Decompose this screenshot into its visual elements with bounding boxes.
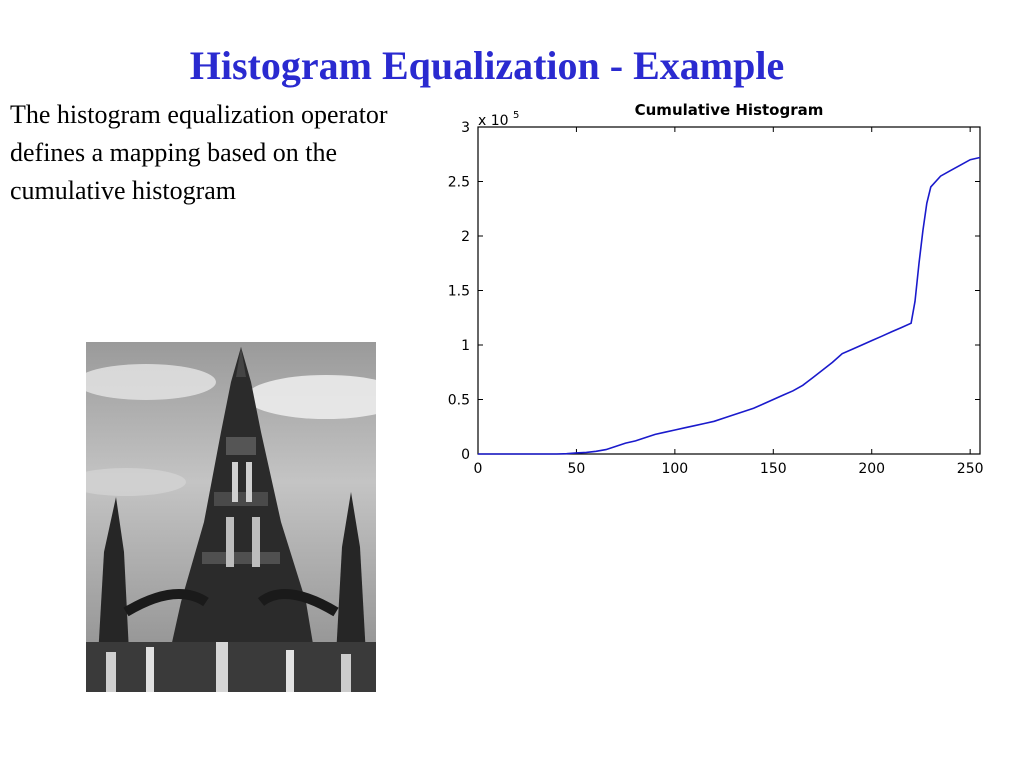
monument-photo [86,342,376,692]
y-axis-multiplier-exponent: 5 [513,110,520,121]
x-tick-label: 250 [956,461,984,477]
cumulative-histogram-chart [420,95,1000,490]
y-tick-label: 0.5 [447,392,470,409]
y-tick-label: 2.5 [447,174,470,191]
plot-frame [478,127,980,454]
y-axis [448,120,980,463]
series-layer [478,158,980,455]
x-tick-label: 150 [759,461,787,477]
y-tick-label: 0 [461,447,470,463]
y-axis-multiplier-base: x 10 [478,113,509,129]
cumulative-histogram-line [478,158,980,455]
x-tick-label: 100 [661,461,689,477]
y-tick-label: 1.5 [447,283,470,300]
x-tick-label: 50 [567,461,586,477]
x-tick-label: 0 [473,461,483,477]
y-axis-multiplier [478,110,519,129]
slide-title: Histogram Equalization - Example [189,43,785,88]
slide-body-text: The histogram equalization operator defines a mapping based on the cumulative histogram [10,100,388,205]
x-axis [474,127,984,477]
chart-title: Cumulative Histogram [634,101,824,119]
x-tick-label: 200 [858,461,886,477]
monument-photo-graphic [86,342,376,692]
y-tick-label: 3 [461,120,470,136]
y-tick-label: 2 [461,229,470,245]
y-tick-label: 1 [461,338,470,354]
